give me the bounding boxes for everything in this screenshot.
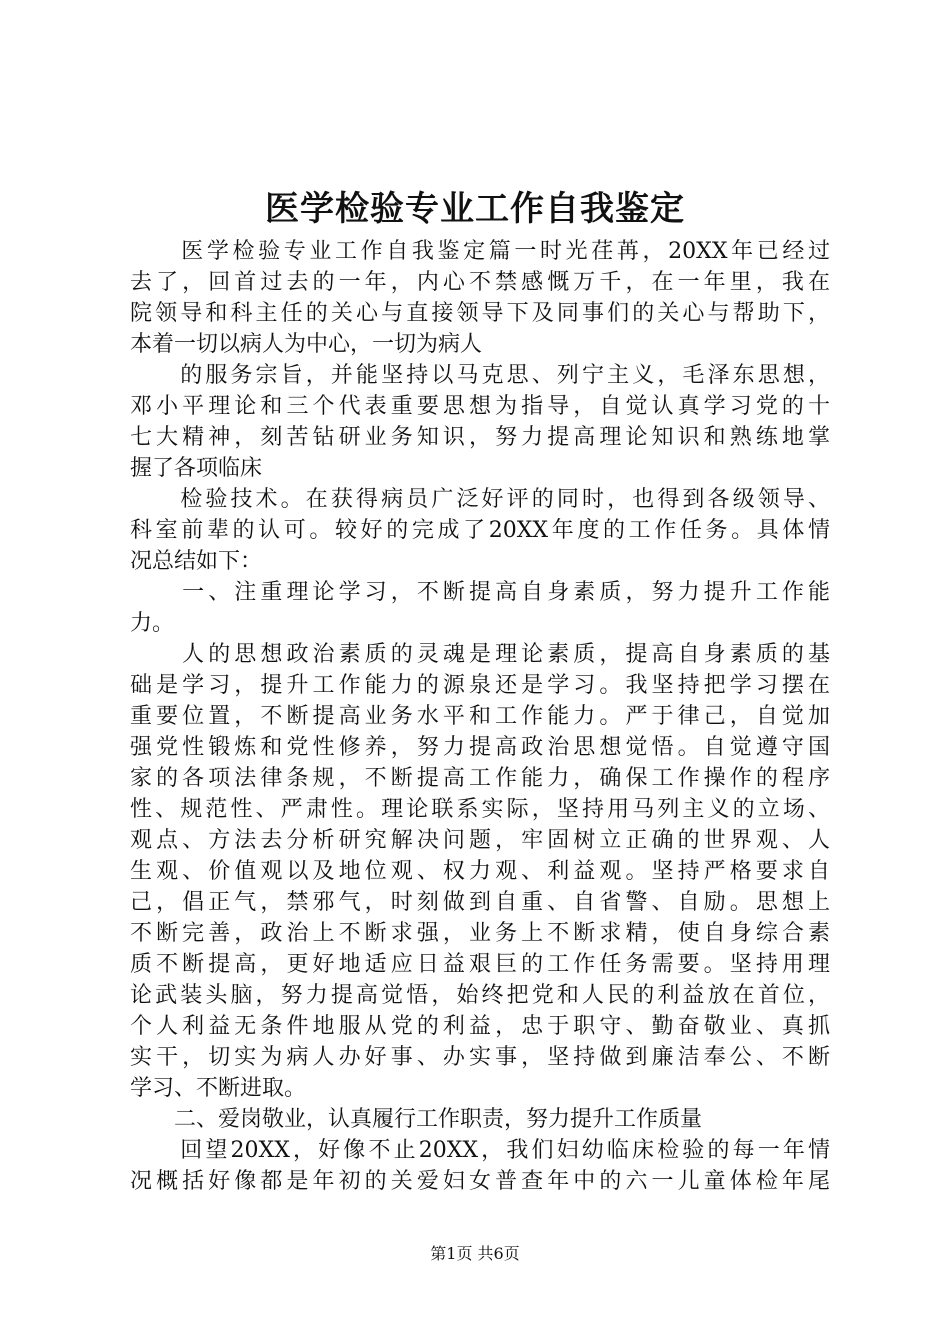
body-line: 家的各项法律条规，不断提高工作能力，确保工作操作的程序 — [130, 766, 830, 791]
body-line: 性、规范性、严肃性。理论联系实际，坚持用马列主义的立场、 — [130, 797, 830, 822]
body-line: 论武装头脑，努力提高觉悟，始终把党和人民的利益放在首位， — [130, 983, 830, 1008]
body-line: 个人利益无条件地服从党的利益，忠于职守、勤奋敬业、真抓 — [130, 1014, 830, 1039]
document-body — [130, 236, 830, 1197]
page-footer: 第1页 共6页 — [430, 1244, 520, 1263]
body-line: 人的思想政治素质的灵魂是理论素质，提高自身素质的基 — [130, 642, 830, 667]
body-line: 二、爱岗敬业，认真履行工作职责，努力提升工作质量 — [130, 1107, 703, 1132]
body-line: 检验技术。在获得病员广泛好评的同时，也得到各级领导、 — [130, 487, 830, 512]
body-line: 回望20XX，好像不止20XX，我们妇幼临床检验的每一年情 — [130, 1138, 830, 1163]
body-line: 质不断提高，更好地适应日益艰巨的工作任务需要。坚持用理 — [130, 952, 830, 977]
body-line: 况概括好像都是年初的关爱妇女普查年中的六一儿童体检年尾 — [130, 1169, 830, 1194]
body-line: 的服务宗旨，并能坚持以马克思、列宁主义，毛泽东思想， — [130, 363, 830, 388]
body-line: 科室前辈的认可。较好的完成了20XX年度的工作任务。具体情 — [130, 518, 830, 543]
body-line: 七大精神，刻苦钻研业务知识，努力提高理论知识和熟练地掌 — [130, 425, 830, 450]
body-line: 础是学习，提升工作能力的源泉还是学习。我坚持把学习摆在 — [130, 673, 830, 698]
body-line: 生观、价值观以及地位观、权力观、利益观。坚持严格要求自 — [130, 859, 830, 884]
body-line: 力。 — [130, 611, 175, 636]
body-line: 握了各项临床 — [130, 456, 263, 481]
body-line: 况总结如下： — [130, 549, 263, 574]
body-line: 医学检验专业工作自我鉴定篇一时光荏苒，20XX年已经过 — [130, 239, 830, 264]
body-line: 重要位置，不断提高业务水平和工作能力。严于律己，自觉加 — [130, 704, 830, 729]
body-line: 学习、不断进取。 — [130, 1076, 307, 1101]
body-line: 己，倡正气，禁邪气，时刻做到自重、自省警、自励。思想上 — [130, 890, 830, 915]
body-line: 实干，切实为病人办好事、办实事，坚持做到廉洁奉公、不断 — [130, 1045, 830, 1070]
body-line: 院领导和科主任的关心与直接领导下及同事们的关心与帮助下， — [130, 301, 830, 326]
body-line: 本着一切以病人为中心，一切为病人 — [130, 332, 483, 357]
body-line: 一、注重理论学习，不断提高自身素质，努力提升工作能 — [130, 580, 830, 605]
body-line: 强党性锻炼和党性修养，努力提高政治思想觉悟。自觉遵守国 — [130, 735, 830, 760]
body-line: 邓小平理论和三个代表重要思想为指导，自觉认真学习党的十 — [130, 394, 830, 419]
body-line: 去了，回首过去的一年，内心不禁感慨万千，在一年里，我在 — [130, 270, 830, 295]
document-title: 医学检验专业工作自我鉴定 — [265, 189, 685, 229]
body-line: 观点、方法去分析研究解决问题，牢固树立正确的世界观、人 — [130, 828, 830, 853]
body-line: 不断完善，政治上不断求强，业务上不断求精，使自身综合素 — [130, 921, 830, 946]
